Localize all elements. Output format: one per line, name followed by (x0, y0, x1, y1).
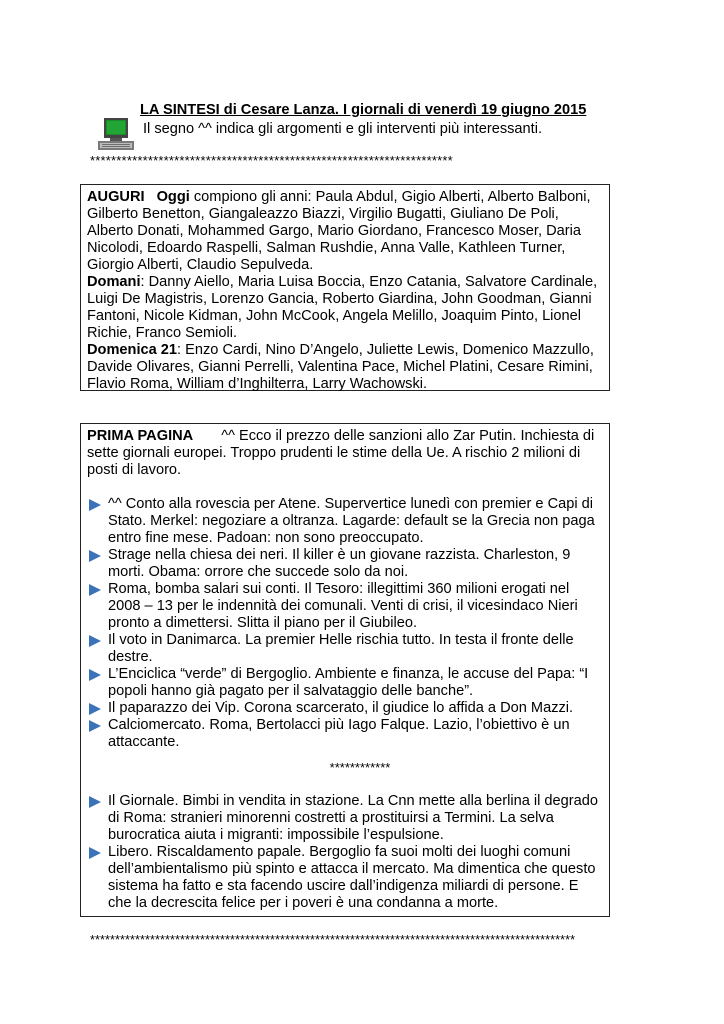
separator-top: ********************************************************************* (90, 153, 453, 168)
page-title: LA SINTESI di Cesare Lanza. I giornali di venerdì 19 giugno 2015 (140, 102, 587, 118)
arrow-bullet-icon (89, 796, 101, 808)
list-item: Il voto in Danimarca. La premier Helle rischia tutto. In testa il fronte delle destre. (87, 632, 603, 666)
list-item: Il paparazzo dei Vip. Corona scarcerato, il giudice lo affida a Don Mazzi. (87, 700, 603, 717)
arrow-bullet-icon (89, 720, 101, 732)
arrow-bullet-icon (89, 550, 101, 562)
list-item: Calciomercato. Roma, Bertolacci più Iago Falque. Lazio, l’obiettivo è un attaccante. (87, 717, 603, 751)
auguri-oggi-paragraph (87, 189, 603, 274)
separator-mid: ************ (329, 760, 391, 775)
prima-pagina-intro-text: ^^ Ecco il prezzo delle sanzioni allo Zar Putin. Inchiesta di sette giornali europei. Troppo prudenti le stime della Ue. A rischio 2 milioni di posti di lavoro. (87, 428, 595, 478)
list-item: L’Enciclica “verde” di Bergoglio. Ambiente e finanza, le accuse del Papa: “I popoli hanno già pagato per il salvataggio delle banche”. (87, 666, 603, 700)
newspapers-list (87, 793, 603, 912)
arrow-bullet-icon (89, 847, 101, 859)
oggi-label: Oggi (156, 189, 190, 205)
list-item: Libero. Riscaldamento papale. Bergoglio fa suoi molti dei luoghi comuni dell’ambientalismo più spinto e attacca il mercato. Ma dimentica che questo sistema ha fatto e sta facendo uscire dall’indigenza miliardi di persone. E che la decrescita felice per i poveri è una condanna a morte. (87, 844, 603, 912)
prima-pagina-box (80, 423, 610, 917)
separator-bottom: ************************************************************************************************* (90, 933, 576, 947)
auguri-heading: AUGURI (87, 189, 145, 205)
page-subtitle: Il segno ^^ indica gli argomenti e gli interventi più interessanti. (143, 121, 543, 137)
domenica-text: : Enzo Cardi, Nino D’Angelo, Juliette Lewis, Domenico Mazzullo, Davide Olivares, Gianni Perrelli, Valentina Pace, Michel Platini, Cesare Rimini, Flavio Roma, William d’Inghilterra, Larry Wachowski. (87, 342, 594, 392)
domani-label: Domani (87, 274, 141, 290)
computer-icon (96, 116, 136, 156)
domani-text: : Danny Aiello, Maria Luisa Boccia, Enzo Catania, Salvatore Cardinale, Luigi De Magistris, Lorenzo Gancia, Roberto Giardina, John Goodman, Gianni Fantoni, Nicole Kidman, John McCook, Angela Melillo, Joaquim Pinto, Lionel Richie, Franco Semioli. (87, 274, 598, 341)
oggi-text: compiono gli anni: Paula Abdul, Gigio Alberti, Alberto Balboni, Gilberto Benetton, Giangaleazzo Biazzi, Virgilio Bugatti, Giuliano De Poli, Alberto Donati, Mohammed Gargo, Mario Giordano, Francesco Moser, Daria Nicolodi, Edoardo Raspelli, Salman Rushdie, Anna Valle, Kathleen Turner, Giorgio Alberti, Claudio Sepulveda. (87, 189, 591, 273)
prima-pagina-heading: PRIMA PAGINA (87, 428, 194, 444)
arrow-bullet-icon (89, 703, 101, 715)
domenica-label: Domenica 21 (87, 342, 178, 358)
arrow-bullet-icon (89, 499, 101, 511)
headlines-list (87, 496, 603, 751)
auguri-domani-paragraph (87, 274, 603, 342)
arrow-bullet-icon (89, 669, 101, 681)
prima-pagina-intro (87, 428, 603, 479)
list-item: ^^ Conto alla rovescia per Atene. Supervertice lunedì con premier e Capi di Stato. Merkel: negoziare a oltranza. Lagarde: default se la Grecia non paga entro fine mese. Padoan: non sono preoccupato. (87, 496, 603, 547)
list-item: Il Giornale. Bimbi in vendita in stazione. La Cnn mette alla berlina il degrado di Roma: stranieri minorenni costretti a prostituirsi a Termini. La selva burocratica aiuta i migranti: impossibile l’espulsione. (87, 793, 603, 844)
auguri-domenica-paragraph (87, 342, 603, 393)
arrow-bullet-icon (89, 635, 101, 647)
list-item: Roma, bomba salari sui conti. Il Tesoro: illegittimi 360 milioni erogati nel 2008 – 13 per le indennità dei comunali. Venti di crisi, il vicesindaco Nieri pronto a dimettersi. Slitta il piano per il Giubileo. (87, 581, 603, 632)
document-header (0, 0, 724, 170)
arrow-bullet-icon (89, 584, 101, 596)
list-item: Strage nella chiesa dei neri. Il killer è un giovane razzista. Charleston, 9 morti. Obama: orrore che succede solo da noi. (87, 547, 603, 581)
auguri-box (80, 184, 610, 391)
